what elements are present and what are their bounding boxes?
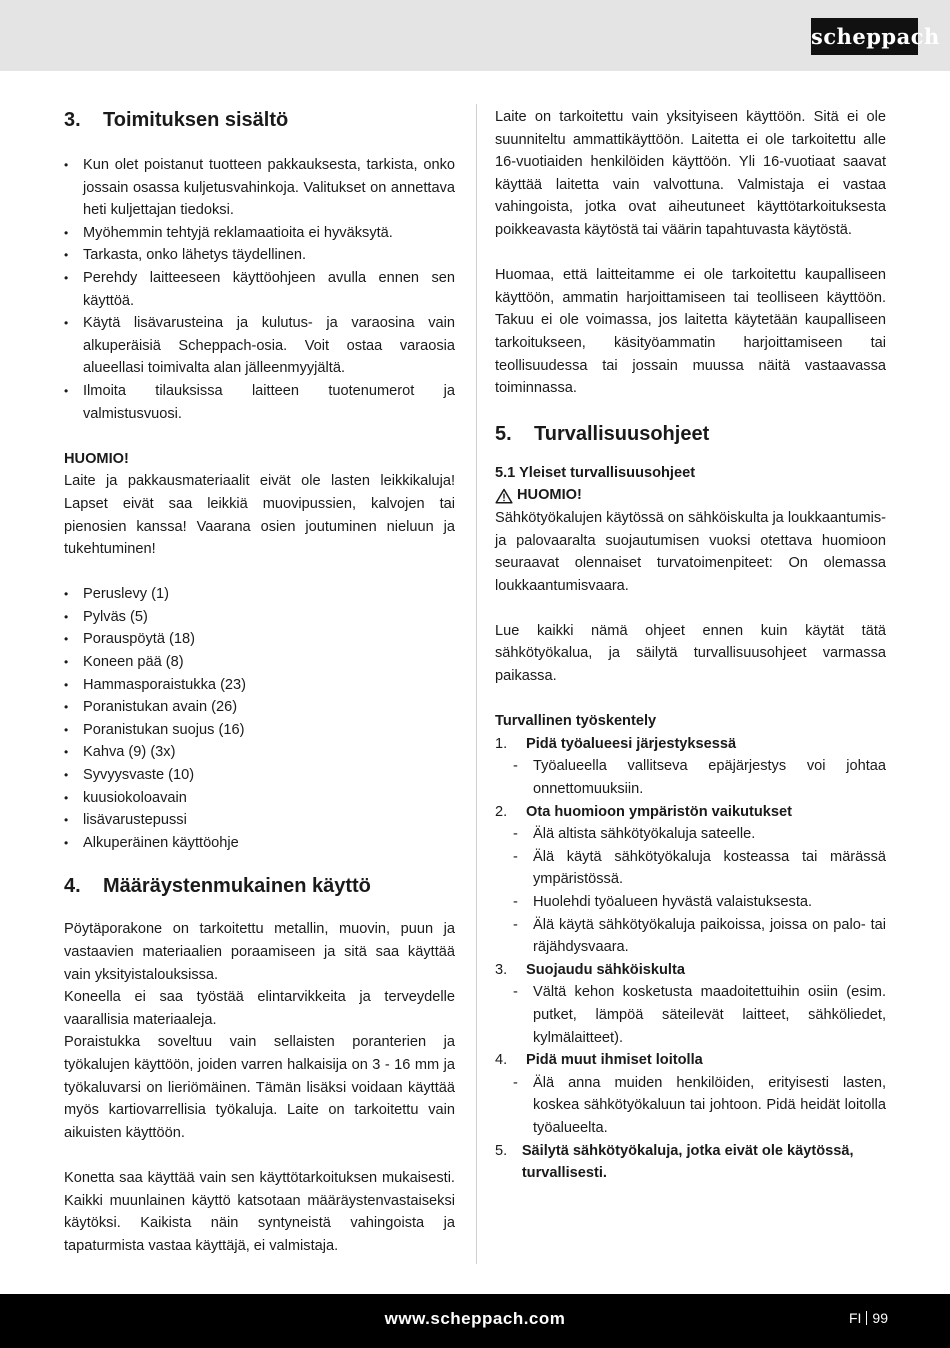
list-item: 1. Pidä työalueesi järjestyksessä - Työalueella vallitseva epäjärjestys voi johtaa onnettomuuksiin. (495, 733, 886, 801)
delivery-check-list (64, 154, 455, 425)
separator (866, 1311, 867, 1325)
sub-item: - Älä käytä sähkötyökaluja kosteassa tai märässä ympäristössä. (513, 846, 886, 891)
safe-work-heading: Turvallinen työskentely (495, 713, 657, 730)
note-title: HUOMIO! (64, 450, 129, 467)
right-column (495, 106, 886, 1185)
subsection-5-1-heading: 5.1 Yleiset turvallisuusohjeet (495, 464, 696, 481)
list-item: 3. Suojaudu sähköiskulta - Vältä kehon kosketusta maadoitettuihin osiin (esim. putket, lämpöä säteilevät laitteet, sähköliedet, kylmälaitteet). (495, 959, 886, 1049)
left-column (64, 106, 455, 1257)
sub-item: - Vältä kehon kosketusta maadoitettuihin osiin (esim. putket, lämpöä säteilevät laitteet, sähköliedet, kylmälaitteet). (513, 981, 886, 1049)
footer-bar (0, 1294, 950, 1348)
list-item: • Poranistukan avain (26) (64, 696, 455, 719)
list-item: • lisävarustepussi (64, 809, 455, 832)
list-item: • Porauspöytä (18) (64, 628, 455, 651)
list-item: 2. Ota huomioon ympäristön vaikutukset - Älä altista sähkötyökaluja sateelle. - Älä käytä sähkötyökaluja kosteassa tai märässä ympäristössä. - Huolehdi työalueen hyvästä valaistuksesta. - Älä käytä sähkötyökaluja paikoissa, joissa on palo- tai räjähdysvaara. (495, 801, 886, 959)
list-item: • Peruslevy (1) (64, 583, 455, 606)
list-item: • Ilmoita tilauksissa laitteen tuotenumerot ja valmistusvuosi. (64, 380, 455, 425)
language-code: FI (848, 1310, 862, 1326)
list-item: • kuusiokoloavain (64, 787, 455, 810)
list-item: • Perehdy laitteeseen käyttöohjeen avulla ennen sen käyttöä. (64, 267, 455, 312)
page-number: 99 (872, 1310, 888, 1326)
sub-item: - Älä altista sähkötyökaluja sateelle. (513, 823, 886, 846)
section-4-heading: 4. Määräystenmukainen käyttö (64, 875, 371, 898)
safety-rules-list (495, 733, 886, 1185)
read-instructions-text: Lue kaikki nämä ohjeet ennen kuin käytät tätä sähkötyökalua, ja säilytä turvallisuusohjeet varmassa paikassa. (495, 622, 886, 685)
list-item: • Alkuperäinen käyttöohje (64, 832, 455, 855)
note-text: Laite ja pakkausmateriaalit eivät ole lasten leikkikaluja! Lapset eivät saa leikkiä muovipussien, kalvojen tai pienosien kanssa! Vaarana osien joutuminen nieluun ja tukehtuminen! (64, 473, 455, 558)
warning-text: Sähkötyökalujen käytössä on sähköiskulta ja loukkaantumis- ja palovaaralta suojautumisen vuoksi otettava huomioon seuraavat olennaiset turvatoimenpiteet: On olemassa loukkaantumisvaara. (495, 509, 887, 594)
intended-use-paragraph: Konetta saa käyttää vain sen käyttötarkoituksen mukaisesti. Kaikki muunlainen käyttö katsotaan määräystenvastaiseksi käytöksi. Kaikista näin syntyneistä vahingoista ja tapaturmista vastaa käyttäjä, ei valmistaja. (64, 1169, 455, 1254)
list-item: 4. Pidä muut ihmiset loitolla - Älä anna muiden henkilöiden, erityisesti lasten, koskea sähkötyökaluun tai johtoon. Pidä heidät loitolla työalueelta. (495, 1049, 886, 1139)
list-item: • Pylväs (5) (64, 606, 455, 629)
section-3-heading: 3. Toimituksen sisältö (64, 109, 289, 131)
footer-website: www.scheppach.com (384, 1309, 566, 1328)
warning-triangle-icon (495, 488, 513, 504)
list-item: • Poranistukan suojus (16) (64, 719, 455, 742)
page-indicator (849, 1310, 888, 1326)
list-item: • Syvyysvaste (10) (64, 764, 455, 787)
warning-row (495, 484, 886, 507)
column-divider (476, 104, 477, 1264)
intended-use-paragraph: Koneella ei saa työstää elintarvikkeita ja terveydelle vaarallisia materiaaleja. (64, 989, 455, 1028)
list-item: • Hammasporaistukka (23) (64, 674, 455, 697)
list-item: • Kahva (9) (3x) (64, 741, 455, 764)
section-5-heading: 5. Turvallisuusohjeet (495, 422, 710, 445)
intended-use-paragraph: Pöytäporakone on tarkoitettu metallin, muovin, puun ja vastaavien materiaalien poraamiseen ja sitä saa käyttää vain yksityistalouksissa. (64, 921, 455, 983)
commercial-use-paragraph: Huomaa, että laitteitamme ei ole tarkoitettu kaupalliseen käyttöön, ammatin harjoittamiseen tai teolliseen käyttöön. Takuu ei ole voimassa, jos laitetta käytetään kaupalliseen tarkoitukseen, käsityöammatin harjoittamiseen tai teollisuudessa tai jossain muussa näitä vastaavassa toiminnassa. (495, 267, 886, 397)
sub-item: - Huolehdi työalueen hyvästä valaistuksesta. (513, 891, 886, 914)
list-item: • Tarkasta, onko lähetys täydellinen. (64, 244, 455, 267)
list-item: • Myöhemmin tehtyjä reklamaatioita ei hyväksytä. (64, 222, 455, 245)
parts-list (64, 583, 455, 854)
intended-use-paragraph: Poraistukka soveltuu vain sellaisten poranterien ja työkalujen käyttöön, joiden varren halkaisija on 3 - 16 mm ja työkaluvarsi on lieriömäinen. Tämän lisäksi voidaan käyttää myös kartiovarrellisia työkaluja. Laite on tarkoitettu vain aikuisten käyttöön. (64, 1034, 455, 1141)
private-use-paragraph: Laite on tarkoitettu vain yksityiseen käyttöön. Sitä ei ole suunniteltu ammattikäyttöön. Laitetta ei ole tarkoitettu alle 16-vuotiaiden henkilöiden käyttöön. Yli 16-vuotiaat saavat käyttää laitetta vain valvottuna. Valmistaja ei vastaa vahingoista, jotka ovat aiheutuneet käyttötarkoituksesta poikkeavasta käytöstä tai väärin tapahtuvasta käytöstä. (495, 109, 886, 238)
sub-item: - Älä anna muiden henkilöiden, erityisesti lasten, koskea sähkötyökaluun tai johtoon. Pidä heidät loitolla työalueelta. (513, 1072, 886, 1140)
warning-label: HUOMIO! (517, 487, 582, 504)
sub-item: - Työalueella vallitseva epäjärjestys voi johtaa onnettomuuksiin. (513, 755, 886, 800)
header-band (0, 0, 950, 71)
list-item: • Käytä lisävarusteina ja kulutus- ja varaosina vain alkuperäisiä Scheppach-osia. Voit ostaa varaosia alueellasi toimivalta alan jälleenmyyjältä. (64, 312, 455, 380)
list-item: • Koneen pää (8) (64, 651, 455, 674)
sub-item: - Älä käytä sähkötyökaluja paikoissa, joissa on palo- tai räjähdysvaara. (513, 914, 886, 959)
brand-logo: scheppach (811, 18, 918, 55)
list-item: • Kun olet poistanut tuotteen pakkauksesta, tarkista, onko jossain osassa kuljetusvahinkoja. Valitukset on annettava heti kuljettajan tiedoksi. (64, 154, 455, 222)
list-item: 5. Säilytä sähkötyökaluja, jotka eivät ole käytössä, turvallisesti. (495, 1142, 854, 1182)
